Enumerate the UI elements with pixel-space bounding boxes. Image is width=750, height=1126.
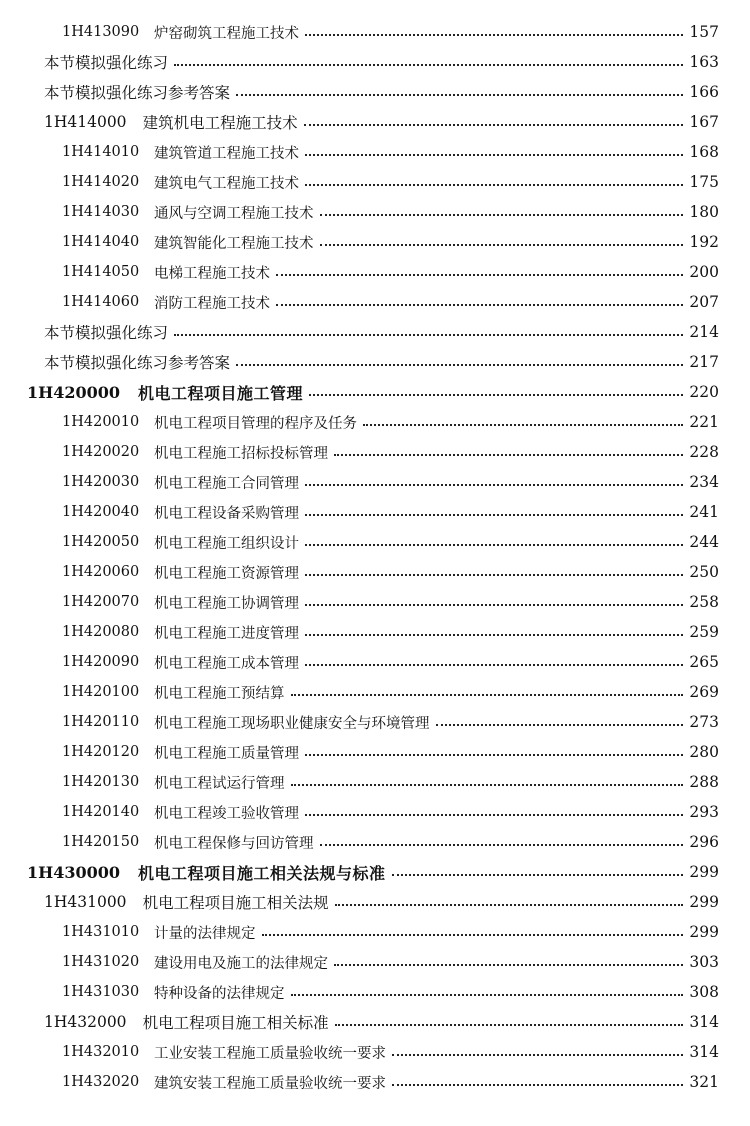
toc-entry-page-number: 258: [689, 593, 719, 611]
toc-entry-title: 建筑安装工程施工质量验收统一要求: [154, 1075, 386, 1092]
toc-entry-title: 机电工程竣工验收管理: [154, 805, 299, 822]
dot-leader: [335, 1024, 683, 1026]
dot-leader: [262, 934, 684, 936]
toc-entry-code: 1H432000: [44, 1013, 127, 1031]
dot-leader: [174, 334, 683, 336]
toc-entry-title: 机电工程施工质量管理: [154, 745, 299, 762]
toc-entry-page-number: 192: [689, 233, 719, 251]
toc-entry[interactable]: [0, 227, 750, 257]
toc-entry[interactable]: [0, 107, 750, 137]
toc-entry[interactable]: [0, 167, 750, 197]
toc-entry[interactable]: [0, 587, 750, 617]
dot-leader: [305, 814, 683, 816]
toc-entry[interactable]: [0, 557, 750, 587]
toc-entry-page-number: 244: [689, 533, 719, 551]
dot-leader: [305, 184, 683, 186]
toc-entry-page-number: 163: [689, 53, 719, 71]
toc-entry-page-number: 220: [689, 383, 719, 401]
toc-entry[interactable]: [0, 677, 750, 707]
toc-entry-title: 电梯工程施工技术: [154, 265, 270, 282]
toc-entry-title: 建筑机电工程施工技术: [142, 114, 298, 132]
toc-entry-page-number: 269: [689, 683, 719, 701]
toc-entry-page-number: 166: [689, 83, 719, 101]
toc-entry-title: 建筑电气工程施工技术: [154, 175, 299, 192]
toc-entry-page-number: 299: [689, 863, 719, 881]
toc-entry-code: 1H420020: [62, 444, 140, 460]
dot-leader: [291, 784, 684, 786]
toc-entry-page-number: 314: [689, 1013, 719, 1031]
toc-entry[interactable]: [0, 527, 750, 557]
toc-entry-page-number: 200: [689, 263, 719, 281]
dot-leader: [305, 754, 683, 756]
toc-entry-page-number: 228: [689, 443, 719, 461]
toc-entry[interactable]: [0, 977, 750, 1007]
dot-leader: [436, 724, 684, 726]
dot-leader: [305, 604, 683, 606]
toc-entry-title: 机电工程施工预结算: [154, 685, 285, 702]
toc-entry-code: 1H431000: [44, 893, 127, 911]
toc-entry[interactable]: [0, 1067, 750, 1097]
toc-entry[interactable]: [0, 47, 750, 77]
toc-entry-title: 机电工程施工成本管理: [154, 655, 299, 672]
toc-entry-code: 1H414010: [62, 144, 140, 160]
toc-entry[interactable]: [0, 797, 750, 827]
toc-entry-code: 1H431030: [62, 984, 140, 1000]
toc-entry-page-number: 259: [689, 623, 719, 641]
toc-entry[interactable]: [0, 317, 750, 347]
toc-entry-title: 机电工程施工资源管理: [154, 565, 299, 582]
dot-leader: [305, 484, 683, 486]
toc-entry-title: 本节模拟强化练习参考答案: [44, 84, 231, 102]
dot-leader: [236, 364, 683, 366]
toc-entry[interactable]: [0, 287, 750, 317]
dot-leader: [392, 1054, 683, 1056]
toc-entry-code: 1H420110: [62, 714, 140, 730]
dot-leader: [320, 244, 684, 246]
toc-entry-page-number: 299: [689, 893, 719, 911]
toc-entry-page-number: 308: [689, 983, 719, 1001]
toc-entry-page-number: 234: [689, 473, 719, 491]
toc-entry-code: 1H420090: [62, 654, 140, 670]
dot-leader: [334, 454, 683, 456]
toc-entry[interactable]: [0, 827, 750, 857]
toc-entry-code: 1H414060: [62, 294, 140, 310]
dot-leader: [304, 124, 683, 126]
toc-entry[interactable]: [0, 437, 750, 467]
toc-entry[interactable]: [0, 467, 750, 497]
toc-entry-title: 建筑智能化工程施工技术: [154, 235, 314, 252]
toc-entry-title: 计量的法律规定: [154, 925, 256, 942]
dot-leader: [305, 544, 683, 546]
toc-entry[interactable]: [0, 377, 750, 407]
toc-entry-code: 1H420150: [62, 834, 140, 850]
toc-entry-code: 1H420100: [62, 684, 140, 700]
toc-entry-page-number: 167: [689, 113, 719, 131]
dot-leader: [334, 964, 683, 966]
toc-entry-title: 建筑管道工程施工技术: [154, 145, 299, 162]
toc-entry-code: 1H420000: [27, 382, 121, 402]
toc-entry-page-number: 280: [689, 743, 719, 761]
toc-entry-title: 机电工程项目施工相关标准: [142, 1014, 329, 1032]
dot-leader: [320, 844, 684, 846]
toc-entry[interactable]: [0, 407, 750, 437]
toc-entry[interactable]: [0, 347, 750, 377]
toc-entry[interactable]: [0, 647, 750, 677]
toc-entry-code: 1H420030: [62, 474, 140, 490]
toc-entry-page-number: 273: [689, 713, 719, 731]
toc-entry-title: 机电工程施工进度管理: [154, 625, 299, 642]
dot-leader: [236, 94, 683, 96]
toc-entry-title: 炉窑砌筑工程施工技术: [154, 25, 299, 42]
toc-entry-title: 建设用电及施工的法律规定: [154, 955, 328, 972]
toc-entry-code: 1H414020: [62, 174, 140, 190]
toc-entry-code: 1H414040: [62, 234, 140, 250]
dot-leader: [305, 34, 683, 36]
toc-entry-page-number: 250: [689, 563, 719, 581]
toc-entry-code: 1H414030: [62, 204, 140, 220]
toc-entry-page-number: 296: [689, 833, 719, 851]
toc-entry-page-number: 175: [689, 173, 719, 191]
toc-entry[interactable]: [0, 737, 750, 767]
toc-entry-code: 1H420040: [62, 504, 140, 520]
toc-entry-code: 1H414050: [62, 264, 140, 280]
toc-entry-title: 机电工程施工协调管理: [154, 595, 299, 612]
toc-entry[interactable]: [0, 857, 750, 887]
dot-leader: [305, 664, 683, 666]
toc-entry-code: 1H420070: [62, 594, 140, 610]
toc-entry-code: 1H432010: [62, 1044, 140, 1060]
dot-leader: [320, 214, 684, 216]
toc-entry-title: 机电工程项目施工相关法规与标准: [138, 863, 386, 883]
toc-entry-page-number: 303: [689, 953, 719, 971]
toc-entry[interactable]: [0, 1037, 750, 1067]
toc-entry-code: 1H420050: [62, 534, 140, 550]
toc-entry[interactable]: [0, 17, 750, 47]
toc-entry[interactable]: [0, 917, 750, 947]
toc-entry-title: 机电工程设备采购管理: [154, 505, 299, 522]
toc-entry-page-number: 217: [689, 353, 719, 371]
toc-entry[interactable]: [0, 77, 750, 107]
toc-entry-title: 本节模拟强化练习: [44, 54, 169, 72]
dot-leader: [305, 634, 683, 636]
toc-entry-title: 机电工程试运行管理: [154, 775, 285, 792]
toc-entry-code: 1H420060: [62, 564, 140, 580]
dot-leader: [291, 694, 684, 696]
toc-entry-code: 1H431020: [62, 954, 140, 970]
toc-entry[interactable]: [0, 137, 750, 167]
toc-entry[interactable]: [0, 887, 750, 917]
toc-entry-title: 机电工程项目施工管理: [138, 383, 304, 403]
toc-entry-title: 机电工程项目施工相关法规: [142, 894, 329, 912]
toc-entry-title: 消防工程施工技术: [154, 295, 270, 312]
toc-entry-page-number: 207: [689, 293, 719, 311]
toc-entry-page-number: 180: [689, 203, 719, 221]
dot-leader: [392, 874, 683, 876]
toc-entry-code: 1H420080: [62, 624, 140, 640]
dot-leader: [335, 904, 683, 906]
toc-entry-page-number: 321: [689, 1073, 719, 1091]
toc-entry-page-number: 288: [689, 773, 719, 791]
toc-entry-title: 机电工程施工组织设计: [154, 535, 299, 552]
toc-entry-page-number: 314: [689, 1043, 719, 1061]
toc-entry-title: 机电工程施工现场职业健康安全与环境管理: [154, 715, 430, 732]
toc-entry-code: 1H414000: [44, 113, 127, 131]
toc-entry-title: 机电工程施工招标投标管理: [154, 445, 328, 462]
toc-entry-title: 工业安装工程施工质量验收统一要求: [154, 1045, 386, 1062]
toc-entry-title: 通风与空调工程施工技术: [154, 205, 314, 222]
toc-entry[interactable]: [0, 257, 750, 287]
toc-entry-title: 机电工程保修与回访管理: [154, 835, 314, 852]
dot-leader: [309, 394, 683, 396]
toc-entry-page-number: 241: [689, 503, 719, 521]
toc-entry-page-number: 265: [689, 653, 719, 671]
toc-entry-code: 1H430000: [27, 862, 121, 882]
toc-entry-page-number: 214: [689, 323, 719, 341]
toc-entry-code: 1H432020: [62, 1074, 140, 1090]
toc-entry-title: 机电工程项目管理的程序及任务: [154, 415, 357, 432]
toc-entry-page-number: 299: [689, 923, 719, 941]
dot-leader: [276, 304, 683, 306]
toc-entry-code: 1H413090: [62, 24, 140, 40]
toc-entry[interactable]: [0, 1007, 750, 1037]
dot-leader: [392, 1084, 683, 1086]
toc-entry-page-number: 168: [689, 143, 719, 161]
dot-leader: [174, 64, 683, 66]
toc-entry-page-number: 293: [689, 803, 719, 821]
dot-leader: [305, 514, 683, 516]
toc-entry[interactable]: [0, 707, 750, 737]
toc-entry[interactable]: [0, 767, 750, 797]
toc-entry-code: 1H420120: [62, 744, 140, 760]
toc-entry[interactable]: [0, 197, 750, 227]
toc-entry[interactable]: [0, 617, 750, 647]
dot-leader: [305, 154, 683, 156]
dot-leader: [276, 274, 683, 276]
dot-leader: [291, 994, 684, 996]
toc-entry-code: 1H431010: [62, 924, 140, 940]
toc-entry-title: 本节模拟强化练习: [44, 324, 169, 342]
dot-leader: [305, 574, 683, 576]
toc-entry-title: 本节模拟强化练习参考答案: [44, 354, 231, 372]
toc-entry[interactable]: [0, 947, 750, 977]
toc-entry-code: 1H420140: [62, 804, 140, 820]
toc-entry-code: 1H420010: [62, 414, 140, 430]
toc-entry-title: 特种设备的法律规定: [154, 985, 285, 1002]
toc-entry-code: 1H420130: [62, 774, 140, 790]
dot-leader: [363, 424, 683, 426]
toc-entry-page-number: 157: [689, 23, 719, 41]
toc-entry-title: 机电工程施工合同管理: [154, 475, 299, 492]
toc-entry[interactable]: [0, 497, 750, 527]
toc-entry-page-number: 221: [689, 413, 719, 431]
